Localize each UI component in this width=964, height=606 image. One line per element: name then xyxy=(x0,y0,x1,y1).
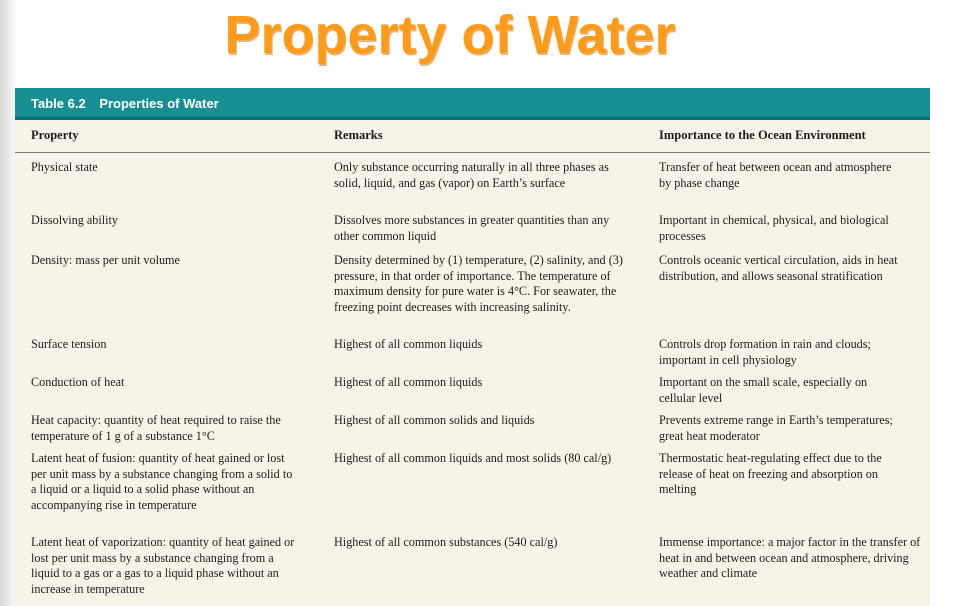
table-caption: Properties of Water xyxy=(99,96,219,111)
cell-remarks: Only substance occurring naturally in all three phases as solid, liquid, and gas (vapor) on Earth’s surface xyxy=(334,160,609,190)
table-row xyxy=(15,246,930,330)
table-row xyxy=(15,368,930,406)
column-header-remarks: Remarks xyxy=(334,128,383,143)
column-header-property: Property xyxy=(31,128,79,143)
cell-property: Latent heat of vaporization: quantity of heat gained or lost per unit mass by a substance changing from a liquid to a gas or a gas to a liquid phase without an increase in temperature xyxy=(31,535,295,596)
cell-importance: Thermostatic heat-regulating effect due to the release of heat on freezing and absorption on melting xyxy=(659,451,882,496)
cell-remarks: Highest of all common liquids and most solids (80 cal/g) xyxy=(334,451,612,465)
cell-importance: Immense importance: a major factor in the transfer of heat in and between ocean and atmosphere, driving weather and climate xyxy=(659,535,921,580)
cell-property: Heat capacity: quantity of heat required to raise the temperature of 1 g of a substance 1°C xyxy=(31,413,281,443)
cell-remarks: Highest of all common liquids xyxy=(334,337,483,351)
table-row xyxy=(15,528,930,598)
table-row xyxy=(15,406,930,444)
table-row xyxy=(15,444,930,528)
cell-property: Density: mass per unit volume xyxy=(31,253,180,267)
table-number: Table 6.2 xyxy=(31,96,86,111)
cell-property: Dissolving ability xyxy=(31,213,119,227)
properties-table xyxy=(15,88,930,606)
cell-remarks: Dissolves more substances in greater quantities than any other common liquid xyxy=(334,213,610,243)
cell-importance: Controls drop formation in rain and clouds; important in cell physiology xyxy=(659,337,871,367)
table-body xyxy=(15,120,930,598)
cell-importance: Transfer of heat between ocean and atmosphere by phase change xyxy=(659,160,892,190)
slide-title: Property of Water xyxy=(224,5,676,65)
table-row xyxy=(15,153,930,206)
cell-remarks: Highest of all common solids and liquids xyxy=(334,413,535,427)
cell-importance: Prevents extreme range in Earth’s temperatures; great heat moderator xyxy=(659,413,893,443)
cell-property: Latent heat of fusion: quantity of heat gained or lost per unit mass by a substance changing from a solid to a liquid or a liquid to a solid phase without an accompanying rise in temperature xyxy=(31,451,293,512)
cell-remarks: Highest of all common liquids xyxy=(334,375,483,389)
cell-remarks: Density determined by (1) temperature, (2) salinity, and (3) pressure, in that order of importance. The temperature of maximum density for pure water is 4°C. For seawater, the freezing point decreases with increasing salinity. xyxy=(334,253,623,314)
table-caption-bar xyxy=(15,88,930,120)
cell-importance: Important in chemical, physical, and biological processes xyxy=(659,213,889,243)
column-header-importance: Importance to the Ocean Environment xyxy=(659,128,866,143)
cell-importance: Controls oceanic vertical circulation, aids in heat distribution, and allows seasonal stratification xyxy=(659,253,898,283)
table-row xyxy=(15,330,930,368)
cell-importance: Important on the small scale, especially on cellular level xyxy=(659,375,868,405)
table-row xyxy=(15,206,930,246)
cell-property: Physical state xyxy=(31,160,98,174)
cell-property: Surface tension xyxy=(31,337,107,351)
cell-remarks: Highest of all common substances (540 cal/g) xyxy=(334,535,558,549)
table-header-row xyxy=(15,120,930,153)
cell-property: Conduction of heat xyxy=(31,375,125,389)
